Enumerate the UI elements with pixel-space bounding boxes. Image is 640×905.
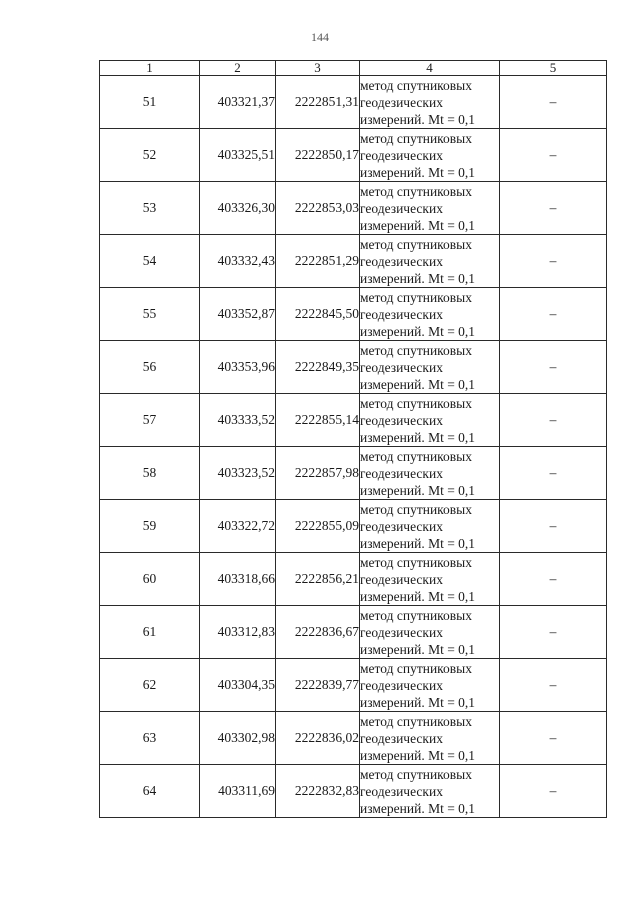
coordinate-y: 2222856,21 [276, 553, 360, 606]
method-line: измерений. Mt = 0,1 [360, 747, 476, 763]
table-row [100, 235, 607, 288]
note-cell: – [500, 235, 607, 288]
coordinate-y: 2222851,29 [276, 235, 360, 288]
point-number: 58 [100, 447, 200, 500]
note-cell: – [500, 76, 607, 129]
coordinate-y: 2222855,09 [276, 500, 360, 553]
note-cell: – [500, 341, 607, 394]
note-cell: – [500, 712, 607, 765]
coordinate-x: 403302,98 [200, 712, 276, 765]
coordinates-table [99, 60, 607, 818]
method-line: метод спутниковых [360, 77, 472, 93]
point-number: 53 [100, 182, 200, 235]
coordinate-y: 2222845,50 [276, 288, 360, 341]
note-cell: – [500, 288, 607, 341]
point-number: 51 [100, 76, 200, 129]
coordinate-x: 403352,87 [200, 288, 276, 341]
coordinate-x: 403333,52 [200, 394, 276, 447]
method-line: измерений. Mt = 0,1 [360, 641, 476, 657]
method-line: геодезических [360, 571, 443, 587]
method-line: метод спутниковых [360, 660, 472, 676]
coordinate-x: 403311,69 [200, 765, 276, 818]
method-line: измерений. Mt = 0,1 [360, 588, 476, 604]
column-header: 2 [200, 61, 276, 76]
table-row [100, 606, 607, 659]
method-cell [360, 394, 500, 447]
note-cell: – [500, 447, 607, 500]
point-number: 56 [100, 341, 200, 394]
method-line: измерений. Mt = 0,1 [360, 482, 476, 498]
method-line: метод спутниковых [360, 183, 472, 199]
method-line: измерений. Mt = 0,1 [360, 217, 476, 233]
method-line: измерений. Mt = 0,1 [360, 111, 476, 127]
method-line: геодезических [360, 412, 443, 428]
note-cell: – [500, 500, 607, 553]
table-row [100, 341, 607, 394]
method-line: метод спутниковых [360, 554, 472, 570]
coordinate-y: 2222839,77 [276, 659, 360, 712]
table-row [100, 500, 607, 553]
method-line: измерений. Mt = 0,1 [360, 694, 476, 710]
table-row [100, 394, 607, 447]
table-row [100, 182, 607, 235]
method-line: геодезических [360, 200, 443, 216]
method-line: геодезических [360, 253, 443, 269]
method-line: метод спутниковых [360, 395, 472, 411]
method-line: геодезических [360, 465, 443, 481]
method-cell [360, 447, 500, 500]
method-line: геодезических [360, 518, 443, 534]
method-line: геодезических [360, 147, 443, 163]
note-cell: – [500, 394, 607, 447]
column-header: 1 [100, 61, 200, 76]
coordinate-x: 403323,52 [200, 447, 276, 500]
method-cell [360, 288, 500, 341]
coordinate-x: 403332,43 [200, 235, 276, 288]
point-number: 59 [100, 500, 200, 553]
point-number: 54 [100, 235, 200, 288]
method-line: геодезических [360, 306, 443, 322]
coordinate-y: 2222850,17 [276, 129, 360, 182]
coordinate-y: 2222832,83 [276, 765, 360, 818]
coordinate-x: 403325,51 [200, 129, 276, 182]
table-row [100, 288, 607, 341]
column-header: 3 [276, 61, 360, 76]
point-number: 52 [100, 129, 200, 182]
point-number: 61 [100, 606, 200, 659]
coordinate-y: 2222836,02 [276, 712, 360, 765]
method-line: метод спутниковых [360, 448, 472, 464]
method-cell [360, 712, 500, 765]
point-number: 57 [100, 394, 200, 447]
method-line: метод спутниковых [360, 130, 472, 146]
method-line: измерений. Mt = 0,1 [360, 535, 476, 551]
table-row [100, 447, 607, 500]
coordinate-y: 2222853,03 [276, 182, 360, 235]
table-row [100, 712, 607, 765]
note-cell: – [500, 765, 607, 818]
method-cell [360, 659, 500, 712]
coordinate-x: 403321,37 [200, 76, 276, 129]
method-cell [360, 606, 500, 659]
point-number: 63 [100, 712, 200, 765]
method-line: измерений. Mt = 0,1 [360, 323, 476, 339]
coordinate-y: 2222857,98 [276, 447, 360, 500]
note-cell: – [500, 659, 607, 712]
coordinate-x: 403326,30 [200, 182, 276, 235]
method-line: геодезических [360, 94, 443, 110]
method-cell [360, 182, 500, 235]
coordinate-y: 2222855,14 [276, 394, 360, 447]
method-line: метод спутниковых [360, 342, 472, 358]
method-line: геодезических [360, 624, 443, 640]
method-cell [360, 553, 500, 606]
note-cell: – [500, 553, 607, 606]
method-line: измерений. Mt = 0,1 [360, 164, 476, 180]
method-cell [360, 76, 500, 129]
column-header: 5 [500, 61, 607, 76]
column-header: 4 [360, 61, 500, 76]
coordinate-x: 403353,96 [200, 341, 276, 394]
method-line: метод спутниковых [360, 607, 472, 623]
point-number: 55 [100, 288, 200, 341]
coordinate-x: 403304,35 [200, 659, 276, 712]
method-cell [360, 235, 500, 288]
note-cell: – [500, 182, 607, 235]
method-line: геодезических [360, 359, 443, 375]
method-line: геодезических [360, 783, 443, 799]
method-line: метод спутниковых [360, 289, 472, 305]
coordinate-x: 403318,66 [200, 553, 276, 606]
point-number: 64 [100, 765, 200, 818]
table-row [100, 76, 607, 129]
method-line: измерений. Mt = 0,1 [360, 429, 476, 445]
method-line: измерений. Mt = 0,1 [360, 800, 476, 816]
method-line: измерений. Mt = 0,1 [360, 270, 476, 286]
coordinate-x: 403312,83 [200, 606, 276, 659]
point-number: 60 [100, 553, 200, 606]
coordinate-y: 2222849,35 [276, 341, 360, 394]
note-cell: – [500, 606, 607, 659]
method-cell [360, 765, 500, 818]
method-line: метод спутниковых [360, 236, 472, 252]
table-row [100, 659, 607, 712]
method-cell [360, 500, 500, 553]
coordinate-y: 2222851,31 [276, 76, 360, 129]
coordinate-y: 2222836,67 [276, 606, 360, 659]
table-row [100, 129, 607, 182]
method-line: метод спутниковых [360, 766, 472, 782]
table-row [100, 765, 607, 818]
coordinate-x: 403322,72 [200, 500, 276, 553]
note-cell: – [500, 129, 607, 182]
method-line: геодезических [360, 677, 443, 693]
method-line: геодезических [360, 730, 443, 746]
method-line: метод спутниковых [360, 713, 472, 729]
method-cell [360, 341, 500, 394]
table-row [100, 553, 607, 606]
page-number: 144 [311, 30, 329, 44]
point-number: 62 [100, 659, 200, 712]
method-line: измерений. Mt = 0,1 [360, 376, 476, 392]
method-cell [360, 129, 500, 182]
method-line: метод спутниковых [360, 501, 472, 517]
table-header-row [100, 61, 607, 76]
